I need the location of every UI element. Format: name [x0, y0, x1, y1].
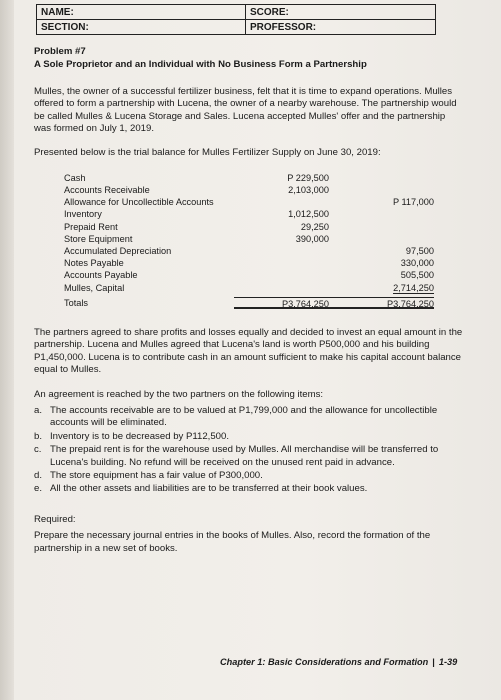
debit-amount — [234, 196, 339, 208]
trial-balance-total-row — [64, 297, 444, 309]
professor-field: PROFESSOR: — [246, 20, 436, 35]
credit-amount — [339, 233, 434, 245]
problem-number: Problem #7 — [34, 46, 86, 57]
debit-amount: 1,012,500 — [288, 209, 329, 220]
credit-amount — [339, 172, 434, 184]
trial-balance-row — [64, 245, 444, 257]
footer-separator: | — [432, 657, 435, 667]
binder-margin — [0, 0, 14, 700]
credit-amount — [339, 269, 434, 281]
debit-amount: P 229,500 — [287, 172, 329, 183]
credit-amount — [339, 196, 434, 208]
item-text: All the other assets and liabilities are to be transferred at their book values. — [50, 483, 368, 495]
trial-balance-intro: Presented below is the trial balance for Mulles Fertilizer Supply on June 30, 2019: — [34, 147, 381, 159]
agreement-paragraph: The partners agreed to share profits and losses equally and decided to invest an equal amount in the partnership. Lucena and Mulles agreed that Lucena's land is worth P500,000 and his building P1,450,000. Lucena is to contribute cash in an amount sufficient to make his capital account balance equal to Mulles. — [34, 326, 463, 376]
section-field: SECTION: — [37, 20, 246, 35]
agreement-item — [34, 431, 464, 443]
trial-balance-row — [64, 269, 444, 281]
agreement-item — [34, 405, 464, 430]
problem-title: A Sole Proprietor and an Individual with No Business Form a Partnership — [34, 59, 367, 71]
credit-value: 505,500 — [400, 270, 434, 281]
required-label: Required: — [34, 513, 76, 525]
item-text: The prepaid rent is for the warehouse used by Mulles. All merchandise will be transferred to Lucena's building. No refund will be received on the unused rent paid in advance. — [50, 444, 439, 468]
item-marker: d. — [34, 469, 43, 481]
trial-balance-row — [64, 172, 444, 184]
account-name: Cash — [64, 172, 86, 183]
trial-balance-row — [64, 282, 444, 294]
account-name: Store Equipment — [64, 233, 133, 244]
debit-amount — [234, 269, 339, 281]
page-number: 1-39 — [438, 657, 458, 667]
account-name: Accounts Receivable — [64, 185, 150, 196]
agreement-item — [34, 470, 464, 482]
account-name: Prepaid Rent — [64, 221, 118, 232]
chapter-title: Chapter 1: Basic Considerations and Formation — [220, 657, 429, 667]
debit-amount — [234, 245, 339, 257]
total-debit: P3,764,250 — [234, 297, 339, 309]
item-text: The accounts receivable are to be valued at P1,799,000 and the allowance for uncollectible accounts will be eliminated. — [50, 404, 438, 429]
trial-balance-row — [64, 196, 444, 208]
intro-paragraph: Mulles, the owner of a successful fertilizer business, felt that it is time to expand operations. Mulles offered to form a partnership with Lucena, the owner of a nearby warehouse. The partnership would be called Mulles & Lucena Storage and Sales. Lucena accepted Mulles' offer and the partnership was formed on July 1, 2019. — [34, 85, 457, 135]
item-text: The store equipment has a fair value of P300,000. — [50, 469, 263, 481]
credit-amount — [339, 257, 434, 269]
trial-balance-row — [64, 221, 444, 233]
name-field: NAME: — [37, 5, 246, 20]
debit-amount: 390,000 — [295, 233, 329, 244]
credit-amount — [339, 184, 434, 196]
item-text: Inventory is to be decreased by P112,500. — [50, 430, 230, 442]
trial-balance-row — [64, 208, 444, 220]
trial-balance — [64, 172, 444, 309]
account-name: Allowance for Uncollectible Accounts — [64, 197, 214, 208]
credit-amount — [339, 245, 434, 257]
debit-amount: 2,103,000 — [288, 185, 329, 196]
item-marker: e. — [34, 483, 43, 495]
items-intro: An agreement is reached by the two partners on the following items: — [34, 388, 324, 400]
debit-amount: 29,250 — [300, 221, 329, 232]
required-text: Prepare the necessary journal entries in the books of Mulles. Also, record the formation of the partnership in a new set of books. — [34, 530, 431, 554]
trial-balance-row — [64, 257, 444, 269]
page-footer — [220, 657, 457, 667]
credit-value: 97,500 — [405, 245, 434, 256]
score-field: SCORE: — [246, 5, 436, 20]
credit-value: 2,714,250 — [393, 282, 434, 293]
trial-balance-row — [64, 184, 444, 196]
account-name: Accumulated Depreciation — [64, 245, 172, 256]
total-credit: P3,764,250 — [339, 297, 434, 309]
header-info-table — [36, 4, 436, 35]
account-name: Inventory — [64, 209, 102, 220]
credit-amount — [339, 208, 434, 220]
total-label: Totals — [64, 297, 88, 308]
credit-value: 330,000 — [400, 258, 434, 269]
debit-amount — [234, 257, 339, 269]
account-name: Accounts Payable — [64, 270, 138, 281]
credit-amount — [339, 282, 434, 294]
account-name: Notes Payable — [64, 258, 124, 269]
debit-amount — [234, 282, 339, 294]
credit-value: P 117,000 — [392, 197, 434, 208]
item-marker: b. — [34, 430, 43, 442]
credit-amount — [339, 221, 434, 233]
item-marker: a. — [34, 404, 43, 416]
agreement-item — [34, 483, 464, 495]
agreement-items-list — [34, 405, 464, 496]
trial-balance-row — [64, 233, 444, 245]
item-marker: c. — [34, 444, 42, 456]
agreement-item — [34, 444, 464, 469]
account-name: Mulles, Capital — [64, 282, 125, 293]
problem-content — [34, 46, 464, 567]
